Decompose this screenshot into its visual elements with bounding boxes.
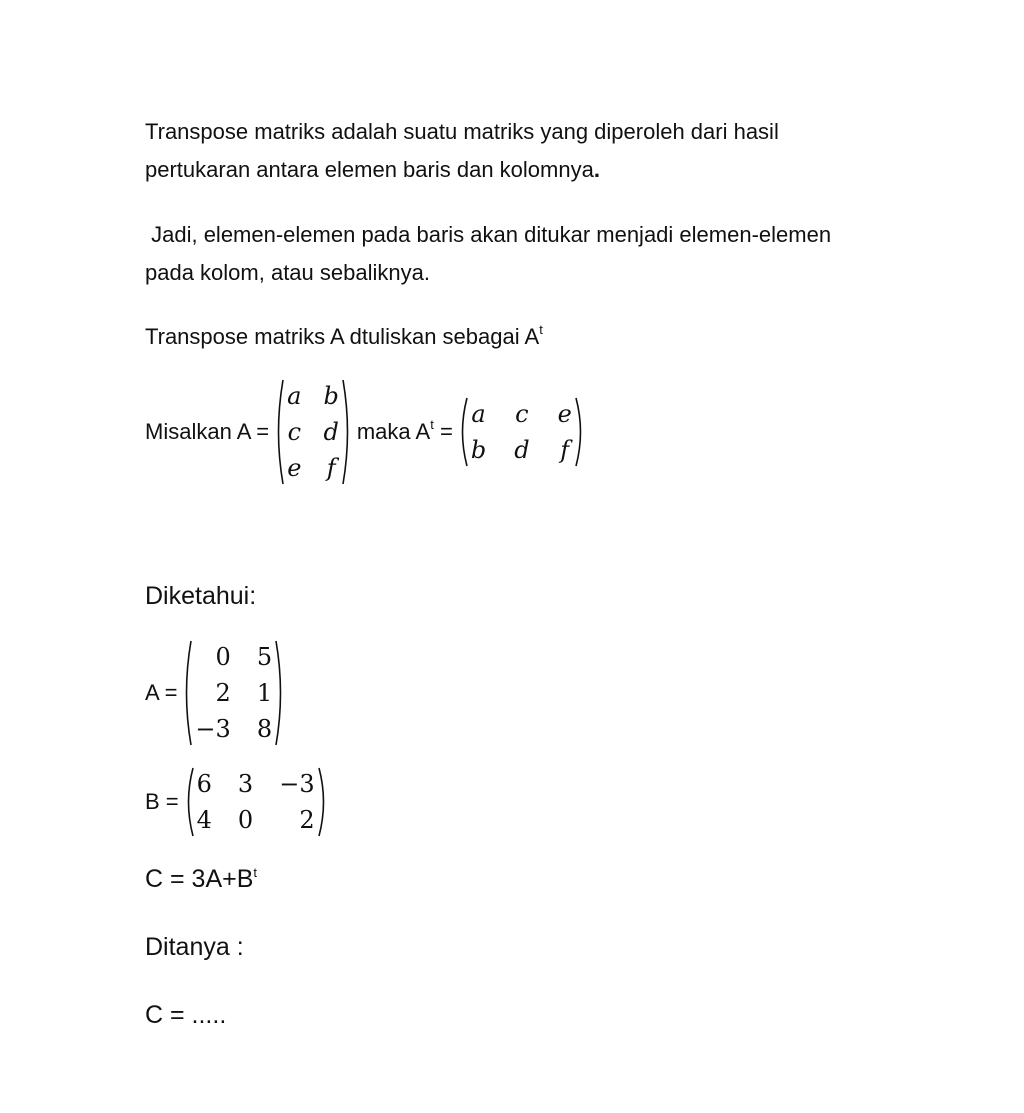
matrix-cell: d <box>323 418 339 446</box>
c-formula-superscript: t <box>253 865 258 880</box>
matrix-cell: 6 <box>196 770 212 798</box>
definition-line-1: Transpose matriks adalah suatu matriks yang diperoleh dari hasil <box>145 119 779 144</box>
given-matrix-a <box>181 639 286 747</box>
matrix-cell: f <box>326 454 336 482</box>
example-row <box>145 384 590 480</box>
given-matrix-b <box>183 766 329 838</box>
given-a-row <box>145 642 290 744</box>
matrix-grid <box>193 639 274 747</box>
matrix-cell: 0 <box>215 643 231 671</box>
matrix-cell: e <box>287 454 302 482</box>
matrix-grid <box>285 378 341 486</box>
matrix-grid <box>469 396 574 468</box>
notation-text: Transpose matriks A dtuliskan sebagai A <box>145 324 540 349</box>
notation-superscript: t <box>539 322 543 337</box>
example-matrix-at <box>457 396 586 468</box>
right-parenthesis <box>274 639 286 747</box>
explanation-line-1: Jadi, elemen-elemen pada baris akan ditukar menjadi elemen-elemen <box>145 222 832 247</box>
matrix-cell: −3 <box>279 770 315 798</box>
matrix-cell: 4 <box>196 806 212 834</box>
left-parenthesis <box>183 766 195 838</box>
example-middle: maka A <box>356 419 431 444</box>
matrix-cell: e <box>557 400 572 428</box>
left-parenthesis <box>457 396 469 468</box>
given-a-label: A = <box>145 680 178 705</box>
c-formula: C = 3A+B <box>145 865 254 893</box>
definition-line-2: pertukaran antara elemen baris dan kolomnya <box>145 157 594 182</box>
right-parenthesis <box>317 766 329 838</box>
notation-line <box>145 318 543 356</box>
given-heading: Diketahui: <box>145 582 257 610</box>
explanation-paragraph <box>145 216 945 292</box>
c-formula-line <box>145 860 257 898</box>
example-middle-wrap <box>357 419 453 445</box>
matrix-cell: c <box>515 400 529 428</box>
example-middle-superscript: t <box>430 417 434 432</box>
explanation-line-2: pada kolom, atau sebaliknya. <box>145 260 430 285</box>
right-parenthesis <box>574 396 586 468</box>
matrix-cell: a <box>287 382 302 410</box>
matrix-cell: 0 <box>237 806 254 834</box>
example-prefix: Misalkan A = <box>145 419 270 444</box>
definition-line-2-end: . <box>593 157 600 182</box>
matrix-cell: a <box>471 400 486 428</box>
matrix-cell: b <box>323 382 339 410</box>
given-b-row <box>145 767 333 837</box>
given-b-label: B = <box>145 789 179 814</box>
matrix-cell: 2 <box>215 679 231 707</box>
definition-paragraph <box>145 113 945 189</box>
matrix-cell: 8 <box>256 715 273 743</box>
matrix-cell: 5 <box>256 643 273 671</box>
matrix-cell: b <box>470 436 487 464</box>
asked-heading: Ditanya : <box>145 933 244 961</box>
asked-answer: C = ..... <box>145 1001 227 1029</box>
matrix-cell: −3 <box>195 715 231 743</box>
matrix-cell: 1 <box>256 679 273 707</box>
matrix-cell: 2 <box>299 806 315 834</box>
matrix-cell: d <box>514 436 530 464</box>
left-parenthesis <box>181 639 193 747</box>
example-matrix-a <box>273 378 353 486</box>
matrix-cell: 3 <box>237 770 254 798</box>
matrix-cell: c <box>287 418 302 446</box>
left-parenthesis <box>273 378 285 486</box>
matrix-cell: f <box>560 436 570 464</box>
definition-line-2-wrap <box>145 151 945 189</box>
right-parenthesis <box>341 378 353 486</box>
example-equals: = <box>439 419 453 444</box>
matrix-grid <box>195 766 317 838</box>
